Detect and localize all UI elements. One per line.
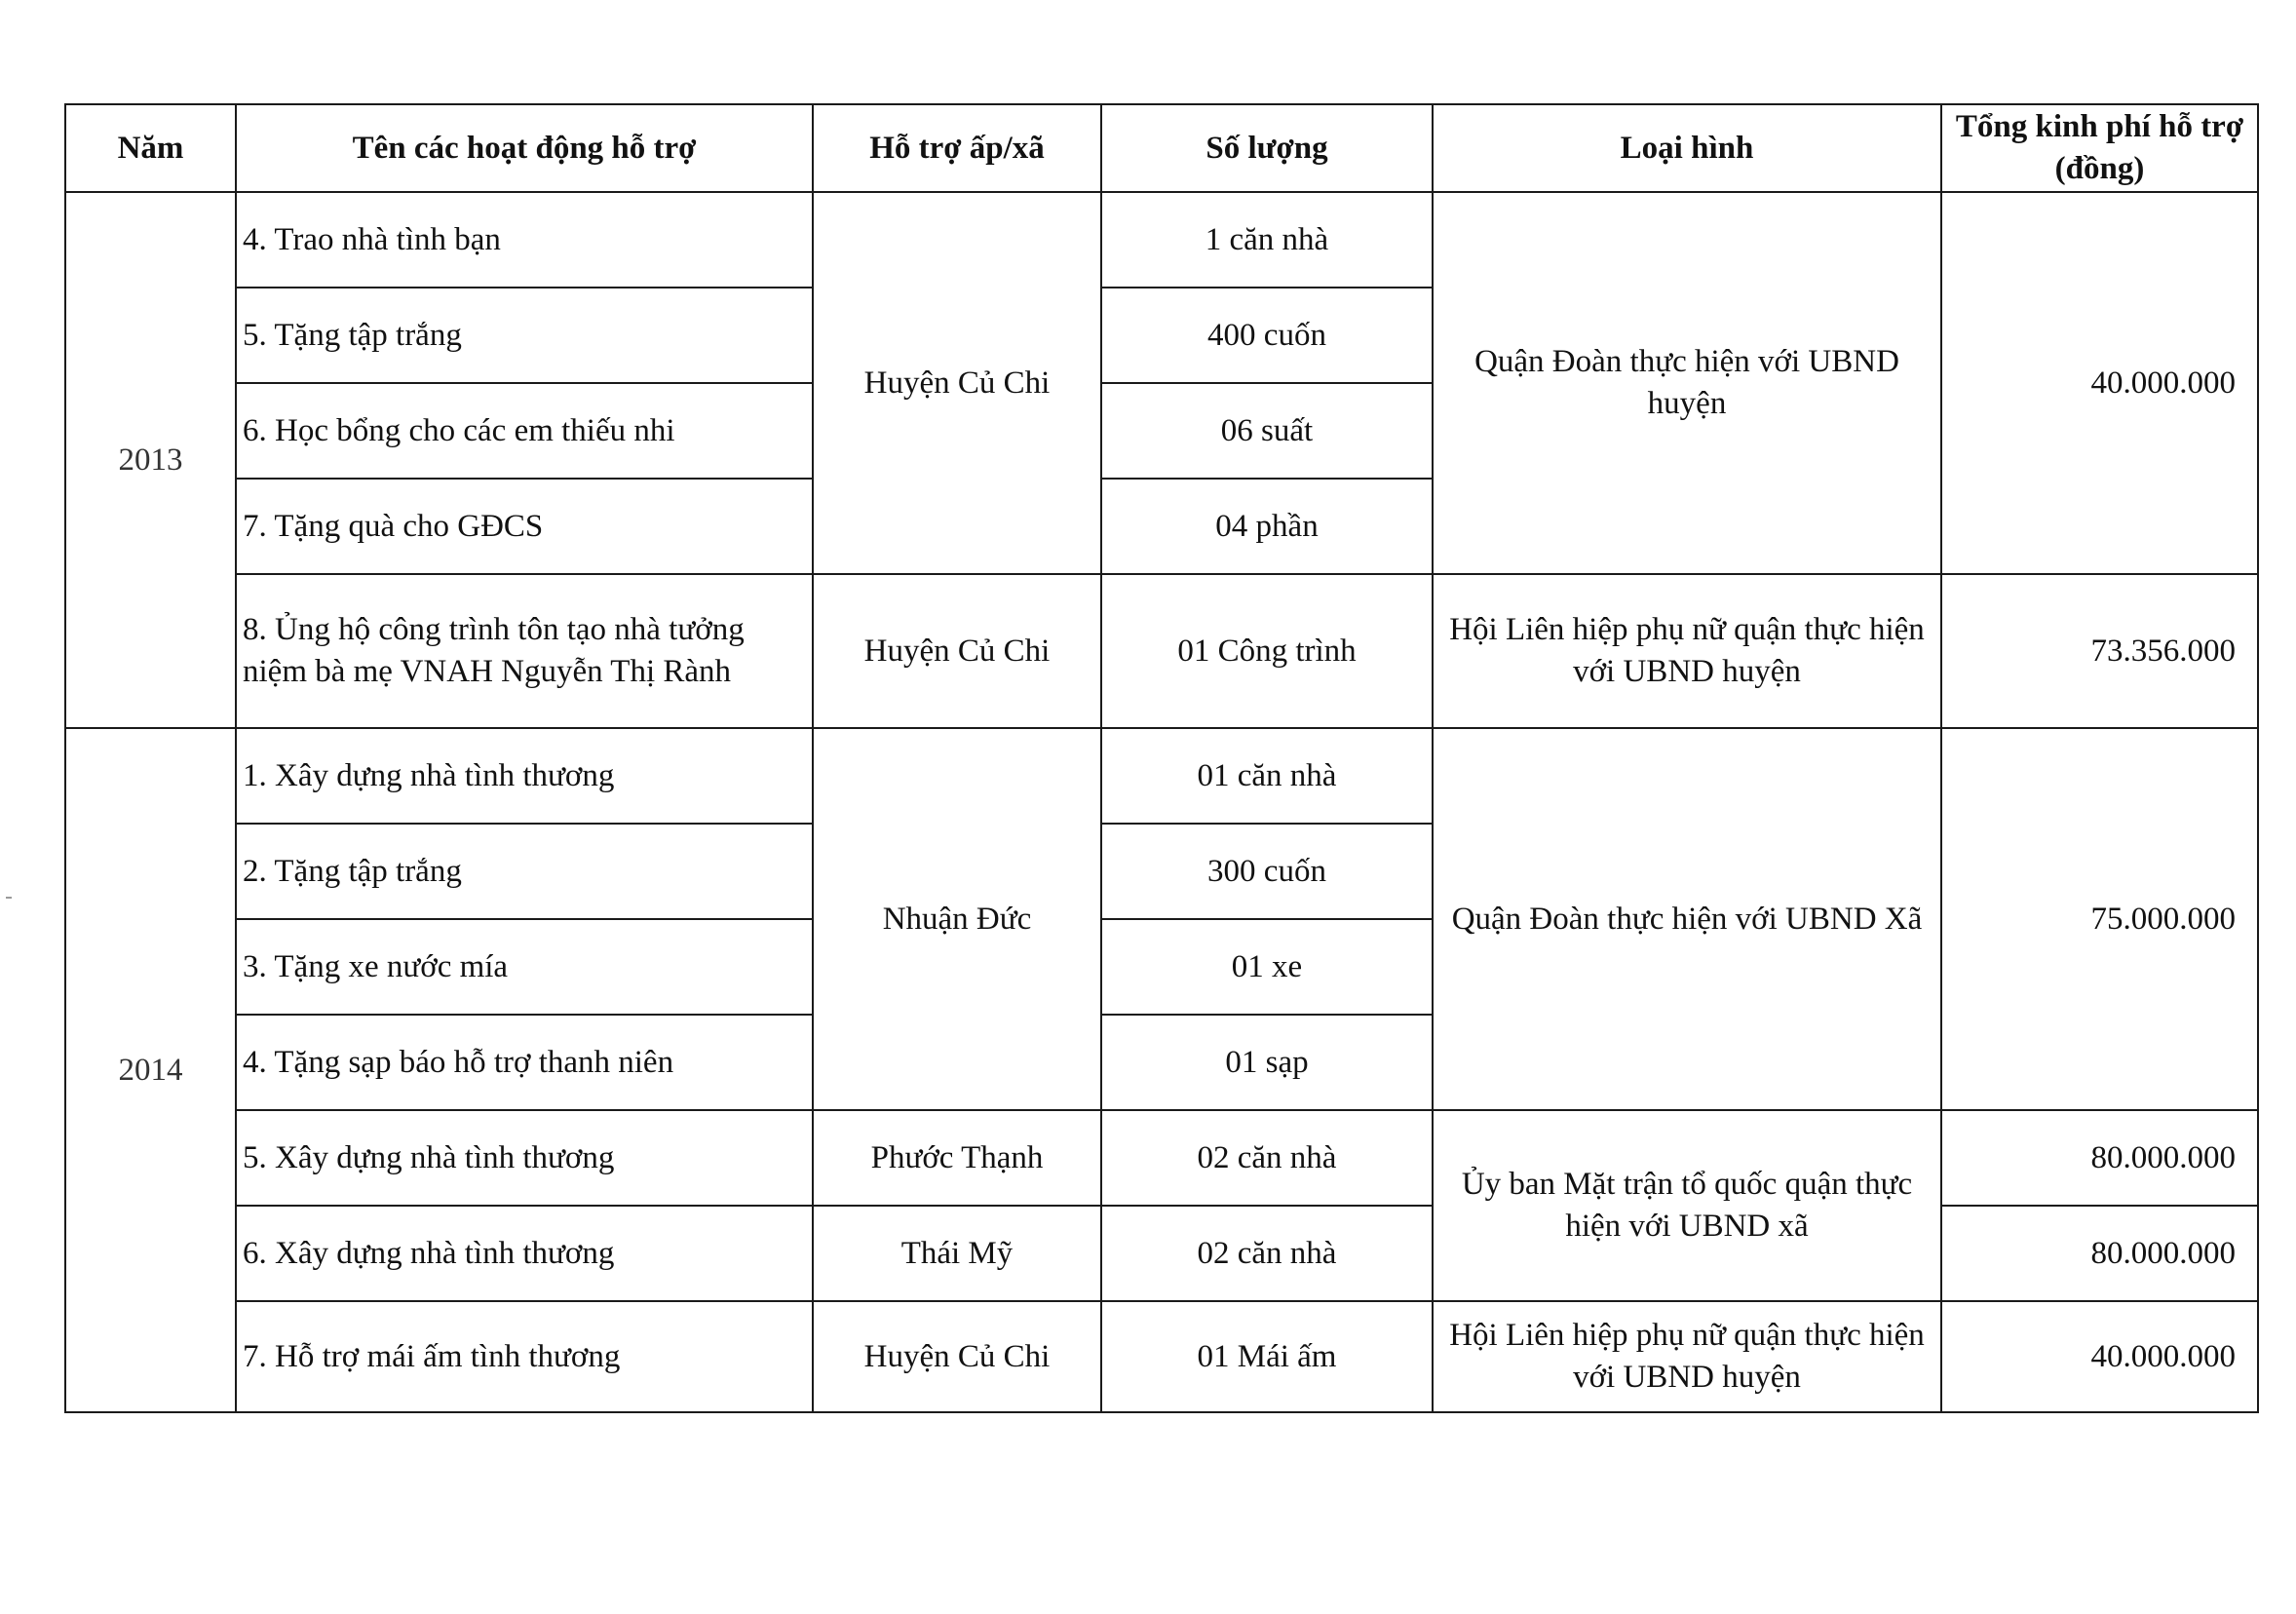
type-cell: Quận Đoàn thực hiện với UBND Xã xyxy=(1433,728,1941,1110)
total-cell: 73.356.000 xyxy=(1941,574,2258,728)
total-cell: 40.000.000 xyxy=(1941,192,2258,574)
activity-cell: 3. Tặng xe nước mía xyxy=(236,919,813,1015)
header-total: Tổng kinh phí hỗ trợ (đồng) xyxy=(1941,104,2258,192)
header-quantity: Số lượng xyxy=(1101,104,1433,192)
location-cell: Huyện Củ Chi xyxy=(813,1301,1101,1412)
table-row xyxy=(65,1110,2258,1206)
header-activity: Tên các hoạt động hỗ trợ xyxy=(236,104,813,192)
activity-cell: 1. Xây dựng nhà tình thương xyxy=(236,728,813,824)
year-cell: 2013 xyxy=(65,192,236,728)
quantity-cell: 02 căn nhà xyxy=(1101,1110,1433,1206)
location-cell: Nhuận Đức xyxy=(813,728,1101,1110)
activity-cell: 5. Xây dựng nhà tình thương xyxy=(236,1110,813,1206)
activity-cell: 7. Tặng quà cho GĐCS xyxy=(236,479,813,574)
table-row xyxy=(65,574,2258,728)
activity-cell: 8. Ủng hộ công trình tôn tạo nhà tưởng niệm bà mẹ VNAH Nguyễn Thị Rành xyxy=(236,574,813,728)
location-cell: Huyện Củ Chi xyxy=(813,574,1101,728)
header-type: Loại hình xyxy=(1433,104,1941,192)
quantity-cell: 1 căn nhà xyxy=(1101,192,1433,288)
type-cell: Hội Liên hiệp phụ nữ quận thực hiện với UBND huyện xyxy=(1433,574,1941,728)
quantity-cell: 01 sạp xyxy=(1101,1015,1433,1110)
header-location: Hỗ trợ ấp/xã xyxy=(813,104,1101,192)
table-row xyxy=(65,192,2258,288)
activity-cell: 6. Học bổng cho các em thiếu nhi xyxy=(236,383,813,479)
activity-cell: 6. Xây dựng nhà tình thương xyxy=(236,1206,813,1301)
activity-cell: 5. Tặng tập trắng xyxy=(236,288,813,383)
total-cell: 80.000.000 xyxy=(1941,1110,2258,1206)
table-row xyxy=(65,1301,2258,1412)
type-cell: Ủy ban Mặt trận tổ quốc quận thực hiện với UBND xã xyxy=(1433,1110,1941,1301)
header-year: Năm xyxy=(65,104,236,192)
activity-cell: 2. Tặng tập trắng xyxy=(236,824,813,919)
quantity-cell: 02 căn nhà xyxy=(1101,1206,1433,1301)
quantity-cell: 06 suất xyxy=(1101,383,1433,479)
activity-cell: 7. Hỗ trợ mái ấm tình thương xyxy=(236,1301,813,1412)
quantity-cell: 400 cuốn xyxy=(1101,288,1433,383)
type-cell: Quận Đoàn thực hiện với UBND huyện xyxy=(1433,192,1941,574)
quantity-cell: 01 xe xyxy=(1101,919,1433,1015)
activity-cell: 4. Trao nhà tình bạn xyxy=(236,192,813,288)
location-cell: Huyện Củ Chi xyxy=(813,192,1101,574)
location-cell: Phước Thạnh xyxy=(813,1110,1101,1206)
type-cell: Hội Liên hiệp phụ nữ quận thực hiện với UBND huyện xyxy=(1433,1301,1941,1412)
quantity-cell: 01 Mái ấm xyxy=(1101,1301,1433,1412)
table-header-row xyxy=(65,104,2258,192)
activity-cell: 4. Tặng sạp báo hỗ trợ thanh niên xyxy=(236,1015,813,1110)
quantity-cell: 04 phần xyxy=(1101,479,1433,574)
table-row xyxy=(65,728,2258,824)
quantity-cell: 01 căn nhà xyxy=(1101,728,1433,824)
quantity-cell: 300 cuốn xyxy=(1101,824,1433,919)
scan-margin-mark xyxy=(6,897,12,899)
year-cell: 2014 xyxy=(65,728,236,1412)
total-cell: 40.000.000 xyxy=(1941,1301,2258,1412)
support-activities-table xyxy=(64,103,2259,1413)
quantity-cell: 01 Công trình xyxy=(1101,574,1433,728)
total-cell: 75.000.000 xyxy=(1941,728,2258,1110)
total-cell: 80.000.000 xyxy=(1941,1206,2258,1301)
location-cell: Thái Mỹ xyxy=(813,1206,1101,1301)
